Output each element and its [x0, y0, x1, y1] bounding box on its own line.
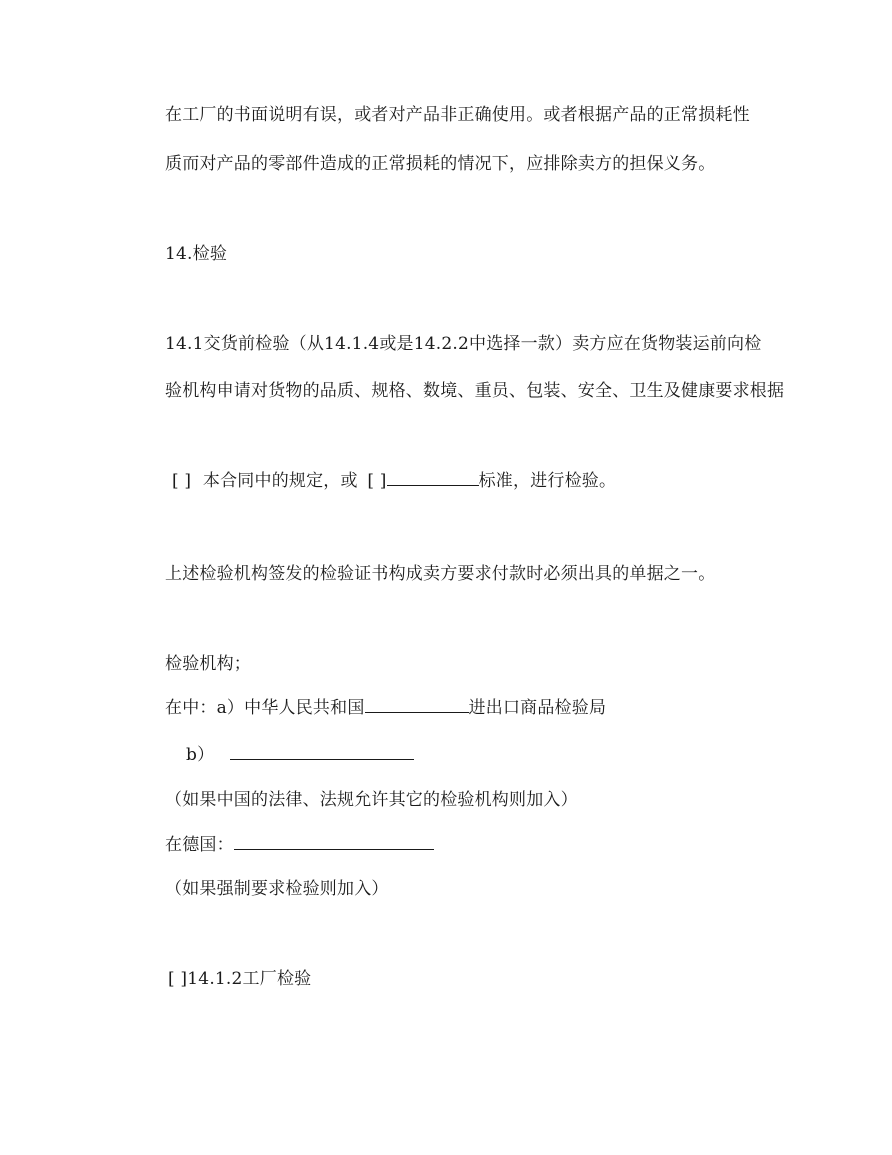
section-heading: 14.检验	[165, 244, 228, 264]
paragraph-line: 验机构申请对货物的品质、规格、数境、重员、包装、安全、卫生及健康要求根据	[165, 381, 785, 401]
china-agency-line	[165, 696, 606, 719]
germany-note: （如果强制要求检验则加入）	[165, 879, 389, 899]
factory-inspection-text: 14.1.2工厂检验	[187, 969, 312, 989]
checkbox-bracket[interactable]: [ ]	[367, 471, 387, 491]
option-b-line	[186, 743, 414, 766]
paragraph-line: 质而对产品的零部件造成的正常损耗的情况下，应排除卖方的担保义务。	[165, 154, 716, 174]
paragraph-line: 上述检验机构签发的检验证书构成卖方要求付款时必须出具的单据之一。	[165, 564, 716, 584]
china-bureau-blank-field[interactable]	[365, 696, 469, 713]
germany-label: 在德国：	[165, 835, 234, 855]
germany-line	[165, 833, 434, 856]
factory-inspection-line	[168, 968, 311, 990]
standard-choice-line	[172, 469, 616, 492]
standard-suffix-text: 标准，进行检验。	[478, 471, 617, 491]
checkbox-bracket[interactable]: [ ]	[172, 471, 192, 491]
option-b-label: b）	[186, 745, 215, 765]
agency-label: 检验机构；	[165, 654, 251, 674]
germany-blank-field[interactable]	[234, 833, 434, 850]
contract-rules-text: 本合同中的规定，或	[202, 471, 358, 491]
standard-blank-field[interactable]	[387, 469, 479, 486]
china-note: （如果中国的法律、法规允许其它的检验机构则加入）	[165, 790, 578, 810]
china-agency-suffix: 进出口商品检验局	[468, 698, 607, 718]
checkbox-bracket[interactable]: [ ]	[168, 969, 188, 989]
paragraph-line: 14.1交货前检验（从14.1.4或是14.2.2中选择一款）卖方应在货物装运前向检	[165, 334, 762, 354]
paragraph-line: 在工厂的书面说明有误，或者对产品非正确使用。或者根据产品的正常损耗性	[165, 105, 750, 125]
china-agency-prefix: 在中：a）中华人民共和国	[165, 698, 365, 718]
option-b-blank-field[interactable]	[230, 743, 414, 760]
